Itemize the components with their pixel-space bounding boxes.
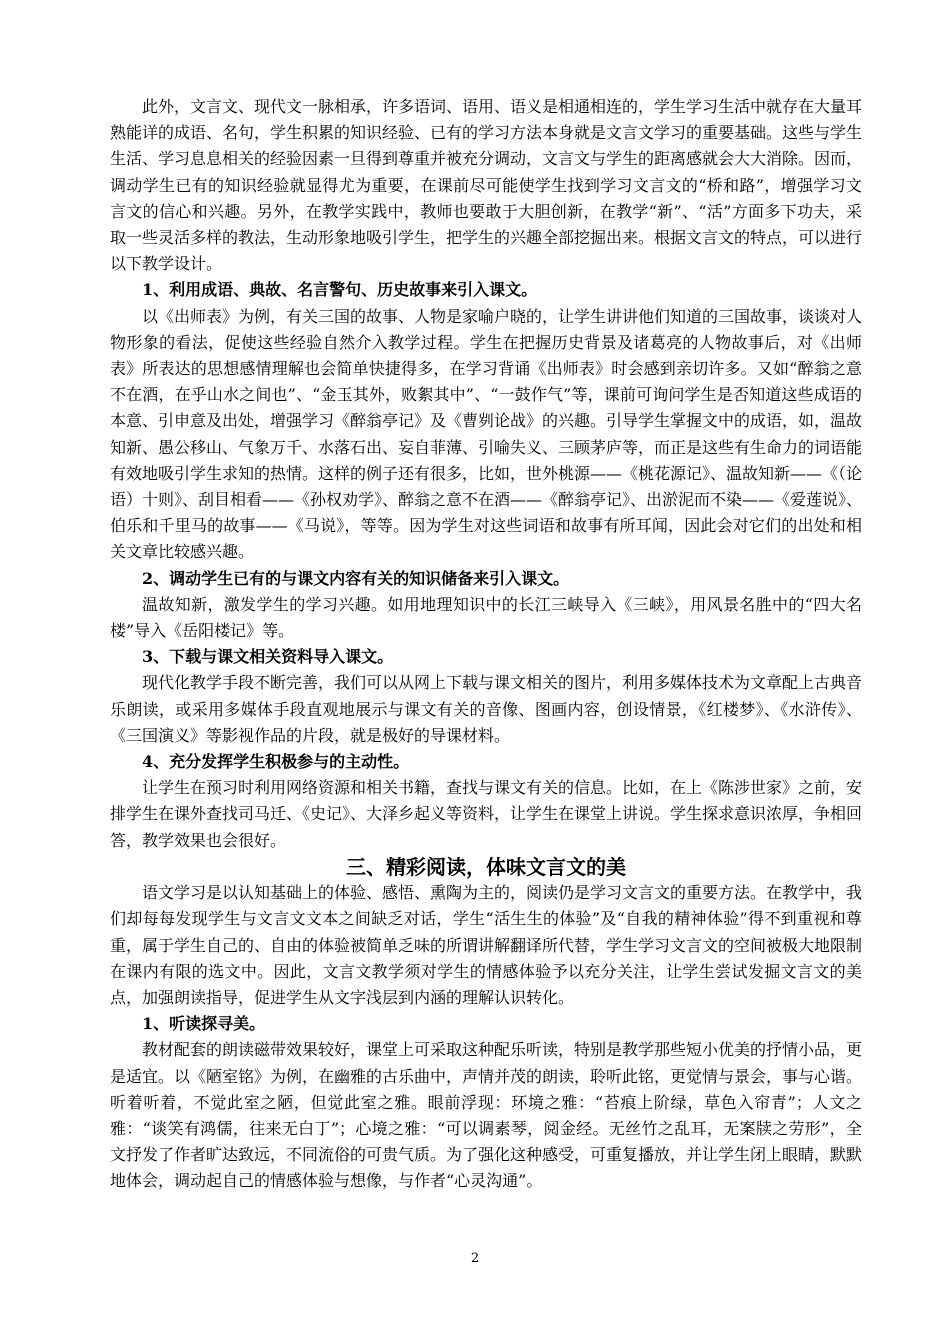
paragraph-section-intro: 语文学习是以认知基础上的体验、感悟、熏陶为主的，阅读仍是学习文言文的重要方法。在教学中，我们却每每发现学生与文言文文本之间缺乏对话，学生“活生生的体验”及“自我的精神体验”得不到重视和尊重，属于学生自己的、自由的体验被简单乏味的所谓讲解翻译所代替，学生学习文言文的空间被极大地限制在课内有限的选文中。因此，文言文教学须对学生的情感体验予以充分关注，让学生尝试发掘文言文的美点，加强朗读指导，促进学生从文字浅层到内涵的理解认识转化。: [110, 883, 863, 1007]
heading-listen-read: 1、听读探寻美。: [142, 1014, 266, 1034]
paragraph-method-1: 以《出师表》为例，有关三国的故事、人物是家喻户晓的，让学生讲讲他们知道的三国故事，谈谈对人物形象的看法，促使这些经验自然介入教学过程。学生在把握历史背景及诸葛亮的人物故事后，对《出师表》所表达的思想感情理解也会简单快捷得多，在学习背诵《出师表》时会感到亲切许多。又如“醉翁之意不在酒，在乎山水之间也”、“金玉其外，败絮其中”、“一鼓作气”等，课前可询问学生是否知道这些成语的本意、引申意及出处，增强学习《醉翁亭记》及《曹刿论战》的兴趣。引导学生掌握文中的成语，如，温故知新、愚公移山、气象万千、水落石出、妄自菲薄、引喻失义、三顾茅庐等，而正是这些有生命力的词语能有效地吸引学生求知的热情。这样的例子还有很多，比如，世外桃源——《桃花源记》、温故知新——《（论语）十则》、刮目相看——《孙权劝学》、醉翁之意不在酒——《醉翁亭记》、出淤泥而不染——《爱莲说》、伯乐和千里马的故事——《马说》，等等。因为学生对这些词语和故事有所耳闻，因此会对它们的出处和相关文章比较感兴趣。: [110, 306, 863, 562]
section-title: 三、精彩阅读，体味文言文的美: [346, 854, 626, 879]
heading-method-4: 4、充分发挥学生积极参与的主动性。: [142, 752, 410, 772]
heading-method-1: 1、利用成语、典故、名言警句、历史故事来引入课文。: [142, 280, 538, 300]
paragraph-listen-read: 教材配套的朗读磁带效果较好，课堂上可采取这种配乐听读，特别是教学那些短小优美的抒情小品，更是适宜。以《陋室铭》为例，在幽雅的古乐曲中，声情并茂的朗读，聆听此铭，更觉情与景会，事与心谐。听着听着，不觉此室之陋，但觉此室之雅。眼前浮现：环境之雅：“苔痕上阶绿，草色入帘青”；人文之雅：“谈笑有鸿儒，往来无白丁”；心境之雅：“可以调素琴，阅金经。无丝竹之乱耳，无案牍之劳形”，全文抒发了作者旷达致远，不同流俗的可贵气质。为了强化这种感受，可重复播放，并让学生闭上眼睛，默默地体会，调动起自己的情感体验与想像，与作者“心灵沟通”。: [110, 1040, 863, 1191]
heading-method-3: 3、下载与课文相关资料导入课文。: [142, 647, 394, 667]
page-number: 2: [470, 1251, 480, 1266]
document-body: [110, 94, 862, 1195]
paragraph-method-4: 让学生在预习时利用网络资源和相关书籍，查找与课文有关的信息。比如，在上《陈涉世家》之前，安排学生在课外查找司马迁、《史记》、大泽乡起义等资料，让学生在课堂上讲说。学生探求意识浓厚，争相回答，教学效果也会很好。: [110, 778, 863, 850]
paragraph-intro: 此外，文言文、现代文一脉相承，许多语词、语用、语义是相通相连的，学生学习生活中就存在大量耳熟能详的成语、名句，学生积累的知识经验、已有的学习方法本身就是文言文学习的重要基础。这些与学生生活、学习息息相关的经验因素一旦得到尊重并被充分调动，文言文与学生的距离感就会大大消除。因而，调动学生已有的知识经验就显得尤为重要，在课前尽可能使学生找到学习文言文的“桥和路”，增强学习文言文的信心和兴趣。另外，在教学实践中，教师也要敢于大胆创新，在教学“新”、“活”方面多下功夫，采取一些灵活多样的教法，生动形象地吸引学生，把学生的兴趣全部挖掘出来。根据文言文的特点，可以进行以下教学设计。: [110, 97, 863, 274]
paragraph-method-2: 温故知新，激发学生的学习兴趣。如用地理知识中的长江三峡导入《三峡》，用风景名胜中的“四大名楼”导入《岳阳楼记》等。: [110, 594, 862, 641]
paragraph-method-3: 现代化教学手段不断完善，我们可以从网上下载与课文相关的图片，利用多媒体技术为文章配上古典音乐朗读，或采用多媒体手段直观地展示与课文有关的音像、图画内容，创设情景，《红楼梦》、《水浒传》、《三国演义》等影视作品的片段，就是极好的导课材料。: [110, 673, 863, 745]
heading-method-2: 2、调动学生已有的与课文内容有关的知识储备来引入课文。: [142, 568, 570, 588]
